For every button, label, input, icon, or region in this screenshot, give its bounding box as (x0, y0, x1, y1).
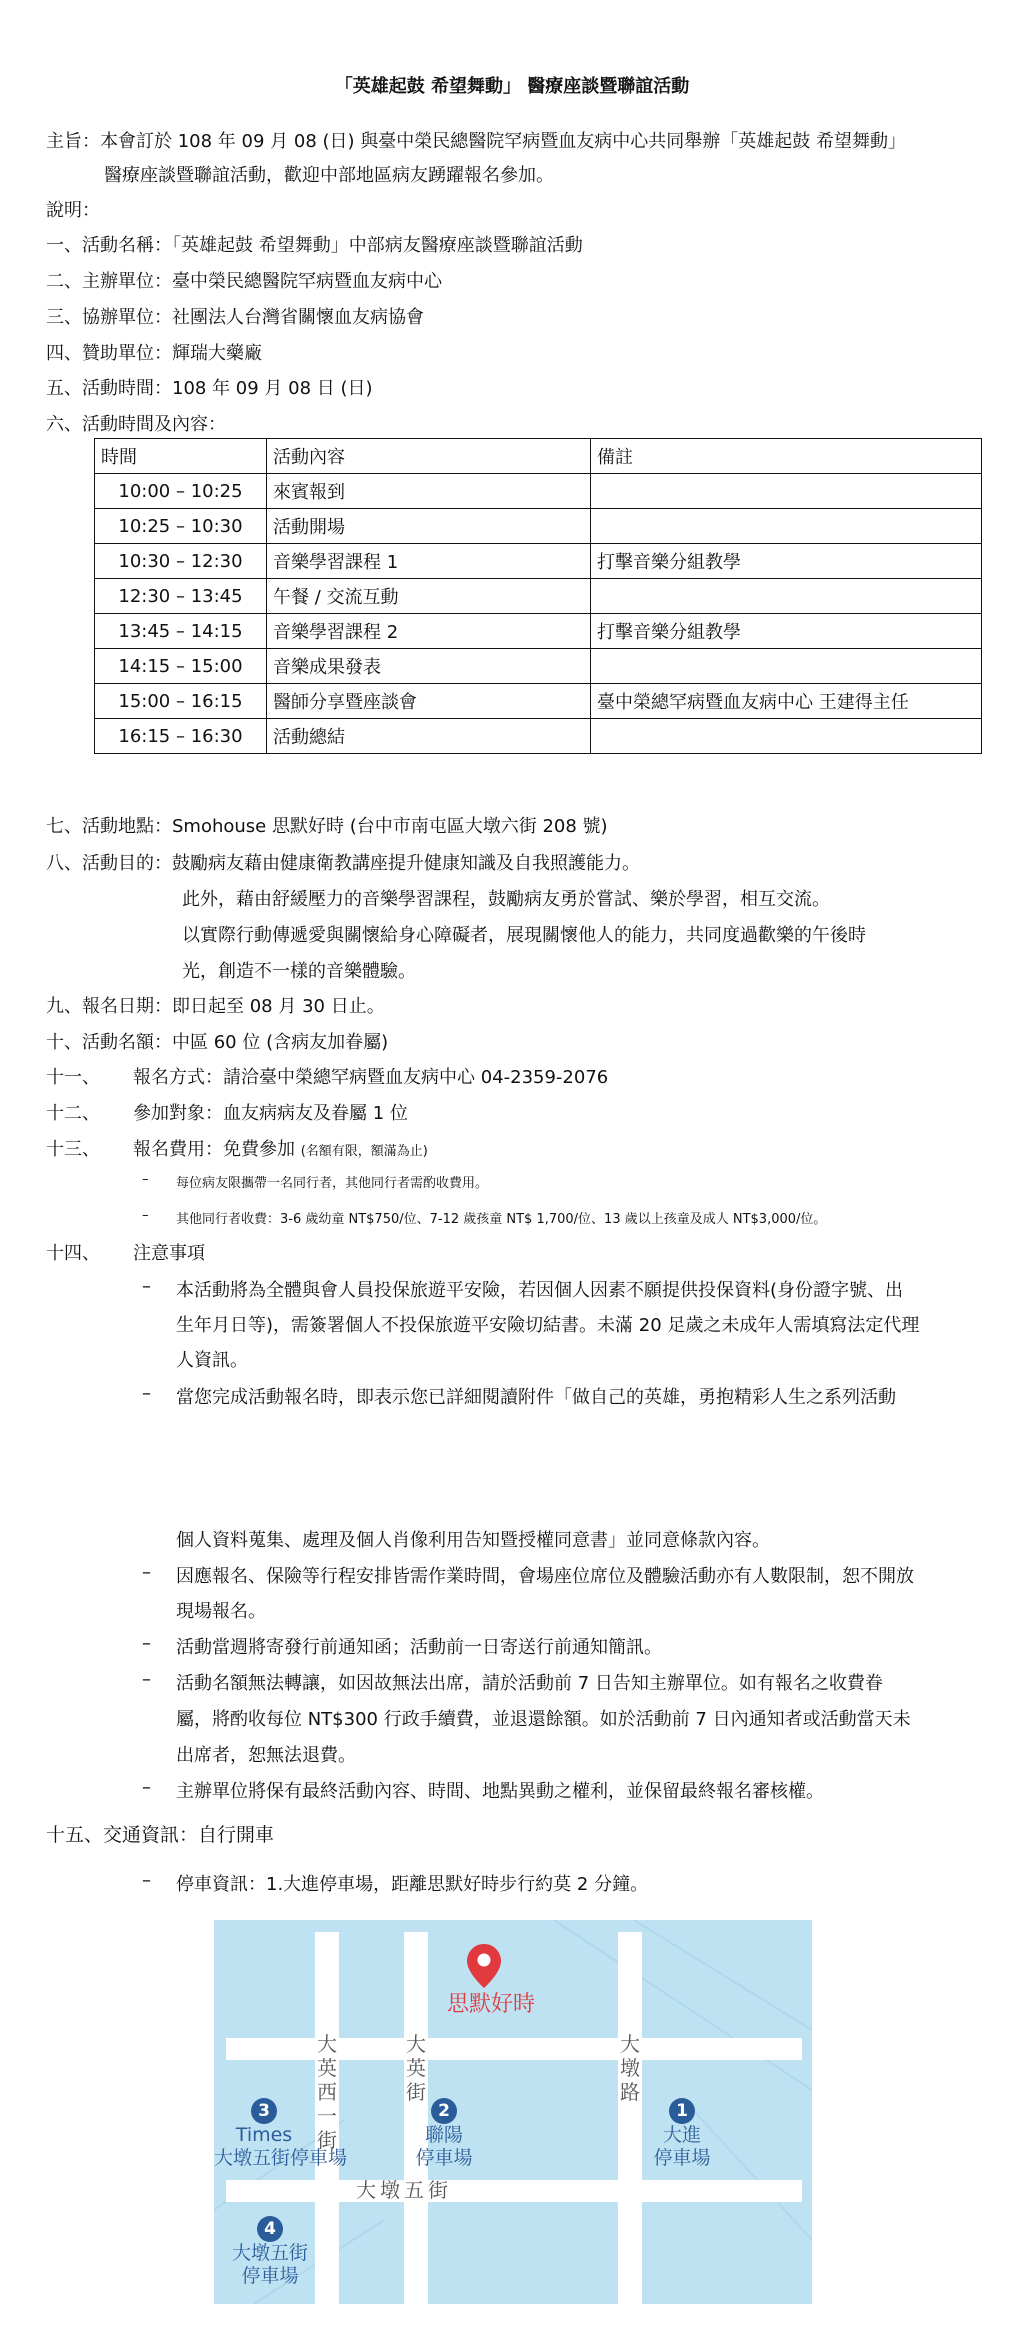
parking-name-line-1: 聯陽 (424, 2124, 463, 2146)
goal-line-4: 光，創造不一樣的音樂體驗。 (182, 961, 416, 982)
item-target: 參加對象：血友病病友及眷屬 1 位 (133, 1103, 408, 1124)
document-title: 「英雄起鼓 希望舞動」 醫療座談暨聯誼活動 (334, 76, 690, 97)
item-transport: 十五、交通資訊：自行開車 (46, 1824, 275, 1846)
note-5-line-3: 出席者，恕無法退費。 (176, 1745, 356, 1766)
item-activity-name: 一、活動名稱：「英雄起鼓 希望舞動」中部病友醫療座談暨聯誼活動 (46, 235, 583, 256)
parking-number-badge: 4 (257, 2216, 283, 2242)
bullet-dash: – (142, 1172, 149, 1187)
item-sponsor: 四、贊助單位：輝瑞大藥廠 (46, 343, 262, 364)
notes-title: 注意事項 (133, 1243, 205, 1264)
road-horizontal-upper (226, 2038, 802, 2060)
item-location: 七、活動地點：Smohouse 思默好時 (台中市南屯區大墩六街 208 號) (46, 816, 608, 837)
note-5-line-1: 活動名額無法轉讓，如因故無法出席，請於活動前 7 日告知主辦單位。如有報名之收費眷 (176, 1673, 883, 1694)
schedule-content: 音樂學習課程 1 (267, 544, 591, 579)
note-1-line-3: 人資訊。 (176, 1350, 248, 1371)
schedule-content: 午餐 / 交流互動 (267, 579, 591, 614)
schedule-time: 10:30 – 12:30 (95, 544, 267, 579)
schedule-note (591, 719, 982, 754)
note-3-line-2: 現場報名。 (176, 1601, 266, 1622)
bullet-dash: – (142, 1562, 151, 1583)
bullet-dash: – (142, 1870, 151, 1891)
item-method-number: 十一、 (46, 1067, 100, 1088)
table-row (95, 684, 982, 719)
schedule-note (591, 474, 982, 509)
table-row (95, 474, 982, 509)
bullet-dash: – (142, 1777, 151, 1798)
table-row (95, 579, 982, 614)
street-label-dadun-road: 大墩路 (620, 2032, 640, 2104)
schedule-time: 10:00 – 10:25 (95, 474, 267, 509)
note-5-line-2: 屬，將酌收每位 NT$300 行政手續費，並退還餘額。如於活動前 7 日內通知者或活動當天未 (176, 1709, 911, 1730)
fee-bullet-1: 每位病友限攜帶一名同行者，其他同行者需酌收費用。 (176, 1176, 489, 1191)
fee-bullet-2: 其他同行者收費：3-6 歲幼童 NT$750/位、7-12 歲孩童 NT$ 1,700/位、13 歲以上孩童及成人 NT$3,000/位。 (176, 1212, 827, 1227)
schedule-note: 打擊音樂分組教學 (591, 614, 982, 649)
schedule-header-row (95, 439, 982, 474)
schedule-time: 13:45 – 14:15 (95, 614, 267, 649)
item-method: 報名方式：請洽臺中榮總罕病暨血友病中心 04-2359-2076 (133, 1067, 609, 1088)
parking-number-badge: 3 (251, 2098, 277, 2124)
schedule-content: 醫師分享暨座談會 (267, 684, 591, 719)
table-row (95, 649, 982, 684)
table-row (95, 719, 982, 754)
schedule-note (591, 649, 982, 684)
schedule-time: 16:15 – 16:30 (95, 719, 267, 754)
item-target-number: 十二、 (46, 1103, 100, 1124)
goal-line-3: 以實際行動傳遞愛與關懷給身心障礙者，展現關懷他人的能力，共同度過歡樂的午後時 (182, 925, 866, 946)
schedule-content: 活動總結 (267, 719, 591, 754)
schedule-note (591, 509, 982, 544)
venue-label: 思默好時 (447, 1992, 536, 2017)
item-schedule-heading: 六、活動時間及內容： (46, 414, 226, 435)
item-organizer: 二、主辦單位：臺中榮民總醫院罕病暨血友病中心 (46, 271, 442, 292)
note-2-line-1: 當您完成活動報名時，即表示您已詳細閱讀附件「做自己的英雄，勇抱精彩人生之系列活動 (176, 1387, 896, 1408)
parking-info: 停車資訊：1.大進停車場，距離思默好時步行約莫 2 分鐘。 (176, 1874, 649, 1895)
schedule-note: 打擊音樂分組教學 (591, 544, 982, 579)
note-1-line-2: 生年月日等)，需簽署個人不投保旅遊平安險切結書。未滿 20 足歲之未成年人需填寫法定代理 (176, 1315, 920, 1336)
note-2-line-2: 個人資料蒐集、處理及個人肖像利用告知暨授權同意書」並同意條款內容。 (176, 1530, 770, 1551)
note-3-line-1: 因應報名、保險等行程安排皆需作業時間，會場座位席位及體驗活動亦有人數限制，恕不開放 (176, 1566, 914, 1587)
location-pin-icon (464, 1942, 504, 1992)
bullet-dash: – (142, 1276, 151, 1297)
fee-text: 報名費用：免費參加 (133, 1139, 295, 1160)
explain-label: 說明： (46, 200, 100, 221)
parking-name-line-1: Times (235, 2124, 293, 2146)
schedule-content: 音樂成果發表 (267, 649, 591, 684)
item-time: 五、活動時間：108 年 09 月 08 日 (日) (46, 378, 373, 399)
bullet-dash: – (142, 1208, 149, 1223)
purpose-line-2: 醫療座談暨聯誼活動，歡迎中部地區病友踴躍報名參加。 (104, 165, 554, 186)
schedule-header-time: 時間 (95, 439, 267, 474)
bullet-dash: – (142, 1383, 151, 1404)
schedule-content: 音樂學習課程 2 (267, 614, 591, 649)
schedule-time: 15:00 – 16:15 (95, 684, 267, 719)
parking-lot-4 (222, 2216, 318, 2288)
purpose-line-1: 主旨：本會訂於 108 年 09 月 08 (日) 與臺中榮民總醫院罕病暨血友病中心共同舉辦「英雄起鼓 希望舞動」 (46, 131, 906, 152)
street-label-dadun-5th: 大墩五街 (356, 2178, 452, 2202)
schedule-content: 來賓報到 (267, 474, 591, 509)
schedule-content: 活動開場 (267, 509, 591, 544)
note-1-line-1: 本活動將為全體與會人員投保旅遊平安險，若因個人因素不願提供投保資料(身份證字號、出 (176, 1280, 904, 1301)
location-map (214, 1920, 812, 2304)
table-row (95, 544, 982, 579)
parking-name-line-2: 大墩五街停車場 (214, 2147, 348, 2169)
parking-name-line-1: 大墩五街 (231, 2242, 308, 2264)
parking-lot-1 (640, 2098, 724, 2170)
goal-line-1: 八、活動目的：鼓勵病友藉由健康衛教講座提升健康知識及自我照護能力。 (46, 853, 640, 874)
item-signup-date: 九、報名日期：即日起至 08 月 30 日止。 (46, 996, 385, 1017)
goal-line-2: 此外，藉由舒緩壓力的音樂學習課程，鼓勵病友勇於嘗試、樂於學習，相互交流。 (182, 889, 830, 910)
note-4: 活動當週將寄發行前通知函；活動前一日寄送行前通知簡訊。 (176, 1637, 662, 1658)
item-quota: 十、活動名額：中區 60 位 (含病友加眷屬) (46, 1032, 389, 1053)
parking-name-line-1: 大進 (662, 2124, 701, 2146)
schedule-header-content: 活動內容 (267, 439, 591, 474)
item-fee (133, 1135, 428, 1161)
schedule-time: 12:30 – 13:45 (95, 579, 267, 614)
item-fee-number: 十三、 (46, 1139, 100, 1160)
schedule-time: 10:25 – 10:30 (95, 509, 267, 544)
table-row (95, 614, 982, 649)
fee-note: (名額有限，額滿為止) (300, 1144, 428, 1159)
road-dadun-road (618, 1932, 642, 2304)
schedule-note: 臺中榮總罕病暨血友病中心 王建得主任 (591, 684, 982, 719)
bullet-dash: – (142, 1633, 151, 1654)
table-row (95, 509, 982, 544)
street-label-daying: 大英街 (406, 2032, 426, 2104)
parking-lot-3 (214, 2098, 348, 2170)
note-6: 主辦單位將保有最終活動內容、時間、地點異動之權利，並保留最終報名審核權。 (176, 1781, 824, 1802)
parking-lot-2 (402, 2098, 486, 2170)
parking-name-line-2: 停車場 (415, 2147, 473, 2169)
bullet-dash: – (142, 1669, 151, 1690)
parking-name-line-2: 停車場 (241, 2265, 299, 2287)
parking-number-badge: 1 (669, 2098, 695, 2124)
road-dadun-5th-street (226, 2180, 802, 2202)
schedule-time: 14:15 – 15:00 (95, 649, 267, 684)
item-notes-number: 十四、 (46, 1243, 100, 1264)
schedule-note (591, 579, 982, 614)
schedule-header-note: 備註 (591, 439, 982, 474)
parking-name-line-2: 停車場 (653, 2147, 711, 2169)
street-label-daying-west: 大英西一街 (317, 2032, 337, 2152)
parking-number-badge: 2 (431, 2098, 457, 2124)
item-co-organizer: 三、協辦單位：社團法人台灣省關懷血友病協會 (46, 307, 424, 328)
schedule-table (94, 438, 982, 754)
